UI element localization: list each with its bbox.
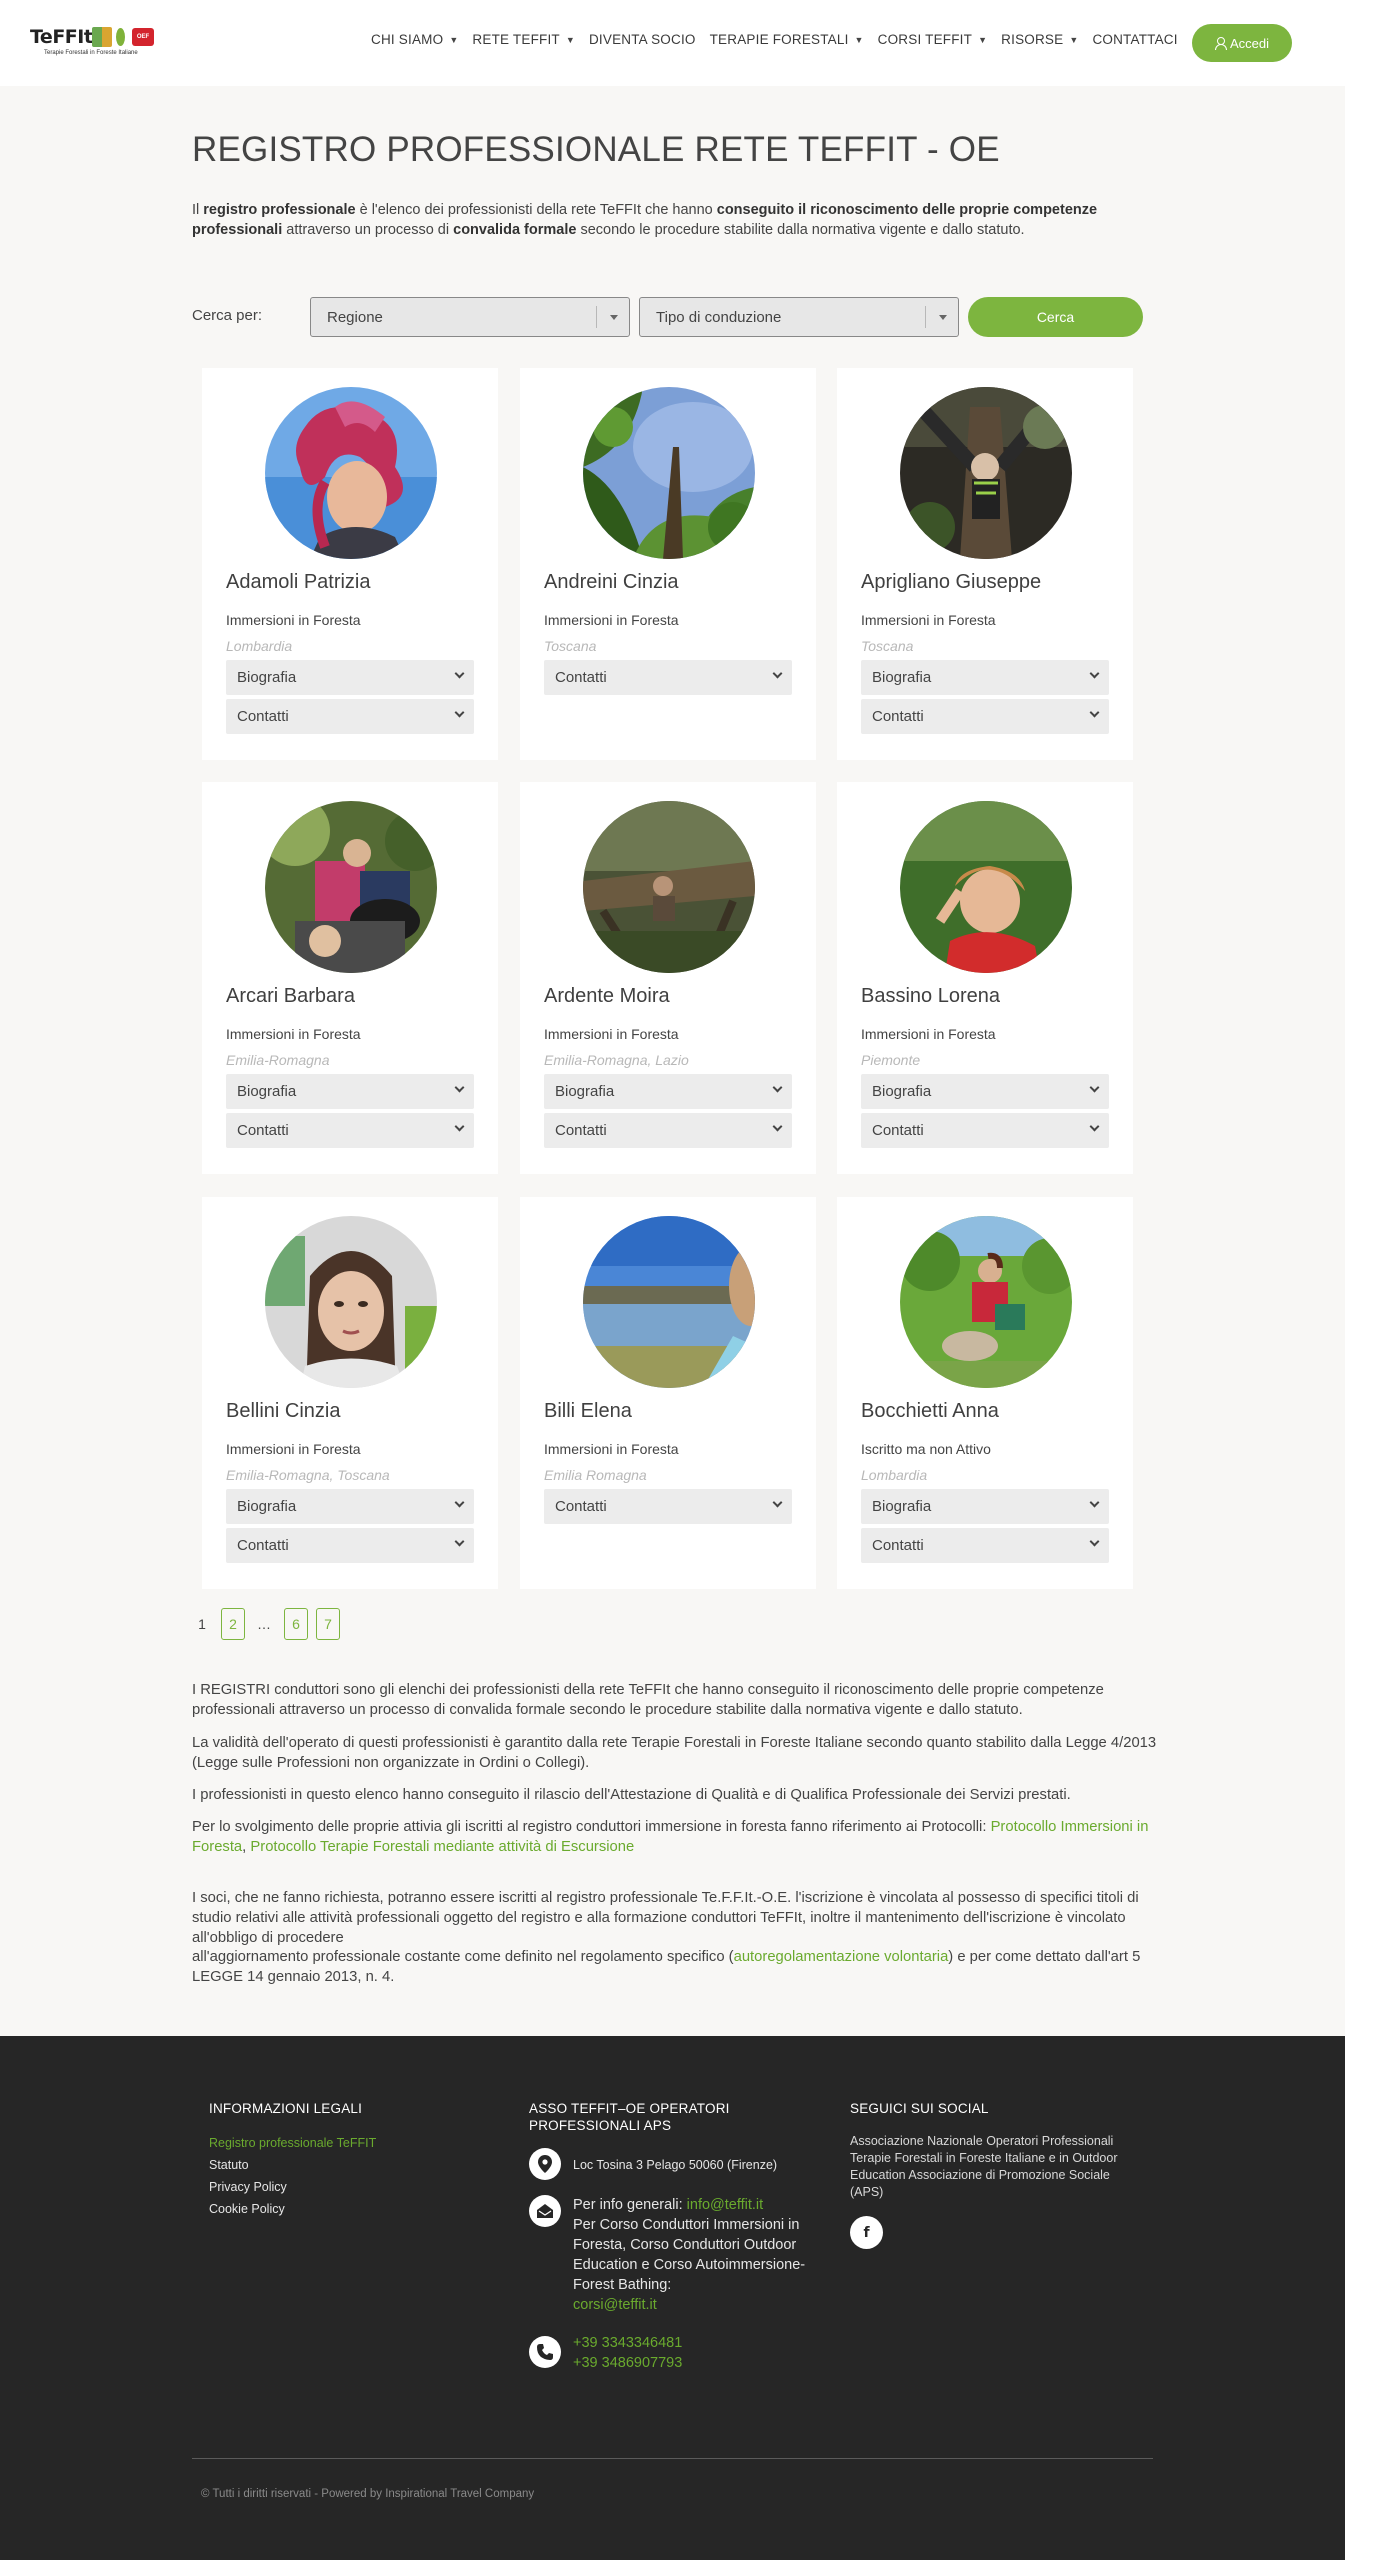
professional-card	[520, 368, 816, 760]
professional-card	[202, 368, 498, 760]
chevron-down-icon	[455, 708, 465, 718]
accordion-label: Contatti	[872, 708, 924, 725]
intro-paragraph	[192, 200, 1162, 240]
accordion-label: Contatti	[237, 1122, 289, 1139]
professional-region: Toscana	[544, 638, 597, 654]
professional-region: Emilia Romagna	[544, 1467, 647, 1483]
footer-link[interactable]: Statuto	[209, 2158, 249, 2172]
chevron-down-icon	[773, 1083, 783, 1093]
photo-woman-in-grass	[900, 801, 1072, 973]
accordion-label: Contatti	[872, 1122, 924, 1139]
site-logo[interactable]	[30, 26, 160, 60]
professional-role: Immersioni in Foresta	[544, 1441, 679, 1457]
professional-photo	[583, 801, 755, 973]
accordion-label: Biografia	[237, 669, 297, 686]
accordion-label: Biografia	[237, 1083, 297, 1100]
professional-role: Immersioni in Foresta	[544, 1026, 679, 1042]
professional-card	[520, 1197, 816, 1589]
photo-hikers-with-dog	[265, 801, 437, 973]
intro-text: secondo le procedure stabilite dalla normativa vigente e dallo statuto.	[576, 222, 1025, 238]
info-paragraph-regulation	[192, 1947, 1162, 1987]
accordion-label: Contatti	[872, 1537, 924, 1554]
leaf-icon	[116, 28, 125, 46]
professional-photo	[265, 801, 437, 973]
nav-chi-siamo[interactable]	[371, 32, 458, 47]
professional-card	[520, 782, 816, 1174]
footer-info-line	[573, 2195, 818, 2215]
professional-name: Billi Elena	[544, 1400, 632, 1422]
photo-woman-with-dog-meadow	[900, 1216, 1072, 1388]
professional-role: Iscritto ma non Attivo	[861, 1441, 991, 1457]
professional-name: Bocchietti Anna	[861, 1400, 999, 1422]
info-paragraph-protocols	[192, 1817, 1162, 1857]
chevron-down-icon	[1090, 669, 1100, 679]
footer-legal-heading: INFORMAZIONI LEGALI	[209, 2101, 363, 2116]
chevron-down-icon	[773, 1122, 783, 1132]
contacts-accordion[interactable]	[861, 1528, 1109, 1563]
footer-address: Loc Tosina 3 Pelago 50060 (Firenze)	[573, 2158, 778, 2172]
bio-accordion[interactable]	[226, 660, 474, 695]
professional-region: Lombardia	[226, 638, 293, 654]
professional-card	[837, 1197, 1133, 1589]
info-email-link[interactable]: info@teffit.it	[686, 2197, 764, 2213]
envelope-glyph	[537, 2204, 553, 2218]
intro-text: Il	[192, 202, 204, 218]
intro-bold: registro professionale	[203, 202, 356, 218]
info-paragraph: La validità dell'operato di questi professionisti è garantito dalla rete Terapie Forestali in Foreste Italiane secondo quanto stabilito dalla Legge 4/2013 (Legge sulle Professioni non organizzate in Ordini o Collegi).	[192, 1735, 1157, 1771]
contacts-accordion[interactable]	[226, 1528, 474, 1563]
phone-glyph	[537, 2344, 553, 2360]
info-text: ) e per come dettato dall'art 5 LEGGE 14 gennaio 2013, n. 4.	[192, 1949, 1141, 1985]
professional-photo	[900, 801, 1072, 973]
professional-photo	[900, 1216, 1072, 1388]
photo-woman-fallen-tree	[583, 801, 755, 973]
professional-card	[202, 782, 498, 1174]
contacts-accordion[interactable]	[544, 1113, 792, 1148]
contacts-accordion[interactable]	[544, 660, 792, 695]
footer-divider	[192, 2458, 1153, 2459]
professional-region: Lombardia	[861, 1467, 928, 1483]
chevron-down-icon: ▼	[1069, 34, 1079, 45]
info-paragraph: I professionisti in questo elenco hanno conseguito il rilascio dell'Attestazione di Qualità e di Qualifica Professionale dei Servizi prestati.	[192, 1787, 1071, 1803]
nav-contattaci[interactable]	[1092, 32, 1177, 47]
conduction-type-select[interactable]	[639, 297, 959, 337]
professional-region: Piemonte	[861, 1052, 921, 1068]
main-nav	[371, 32, 1192, 47]
accordion-label: Biografia	[872, 1083, 932, 1100]
professional-card	[837, 782, 1133, 1174]
footer-social-text: Associazione Nazionale Operatori Professionali Terapie Forestali in Foreste Italiane e in Outdoor Education Associazione di Promozione Sociale (APS)	[850, 2134, 1118, 2199]
chevron-down-icon	[1090, 1537, 1100, 1547]
intro-text: è l'elenco dei professionisti della rete TeFFIt che hanno	[355, 202, 717, 218]
location-pin-glyph	[538, 2155, 552, 2173]
professional-photo	[900, 387, 1072, 559]
login-button[interactable]	[1192, 24, 1292, 62]
professional-name: Arcari Barbara	[226, 985, 355, 1007]
email-icon	[529, 2195, 561, 2227]
page-link[interactable]: 2	[221, 1608, 245, 1640]
protocol-link[interactable]: Protocollo Immersioni in Foresta	[192, 1819, 1149, 1855]
chevron-down-icon	[773, 1498, 783, 1508]
intro-bold: conseguito il riconoscimento delle proprie competenze professionali	[192, 202, 1098, 238]
info-text: all'aggiornamento professionale costante come definito nel regolamento specifico (	[192, 1949, 734, 1965]
region-select-value: Regione	[327, 308, 383, 326]
caret-down-icon	[610, 315, 618, 320]
nav-corsi-teffit[interactable]	[878, 32, 988, 47]
courses-email-link[interactable]: corsi@teffit.it	[573, 2297, 657, 2313]
professional-name: Andreini Cinzia	[544, 571, 679, 593]
page-edge	[1345, 0, 1373, 2560]
footer-link[interactable]: Cookie Policy	[209, 2202, 285, 2216]
professional-role: Immersioni in Foresta	[861, 612, 996, 628]
intro-text: attraverso un processo di	[282, 222, 454, 238]
professional-region: Emilia-Romagna, Toscana	[226, 1467, 390, 1483]
chevron-down-icon	[455, 1083, 465, 1093]
facebook-icon[interactable]: f	[850, 2216, 883, 2249]
login-label: Accedi	[1229, 35, 1270, 51]
page-ellipsis: …	[257, 1616, 271, 1632]
bio-accordion[interactable]	[861, 1489, 1109, 1524]
nav-label: RISORSE	[1001, 32, 1064, 47]
info-paragraph: I soci, che ne fanno richiesta, potranno essere iscritti al registro professionale Te.F.F.It.-O.E. l'iscrizione è vincolata al possesso di specifici titoli di studio relativi alle attività professionali oggetto del registro e alla formazione conduttori TeFFIt, inoltre il mantenimento dell'iscrizione è vincolato all'obbligo di procedere	[192, 1890, 1139, 1946]
info-text: Per lo svolgimento delle proprie attivia gli iscritti al registro conduttori immersione in foresta fanno riferimento ai Protocolli:	[192, 1819, 991, 1835]
location-pin-icon	[529, 2148, 561, 2180]
photo-lake-landscape	[583, 1216, 755, 1388]
chevron-down-icon	[773, 669, 783, 679]
logo-emblem-icon	[92, 27, 112, 47]
chevron-down-icon: ▼	[449, 34, 459, 45]
accordion-label: Contatti	[555, 669, 607, 686]
photo-woman-red-hair	[265, 387, 437, 559]
phone-icon	[529, 2336, 561, 2368]
professional-photo	[265, 1216, 437, 1388]
professional-name: Bassino Lorena	[861, 985, 1000, 1007]
protocol-link[interactable]: Protocollo Terapie Forestali mediante attività di Escursione	[250, 1839, 635, 1855]
professional-photo	[265, 387, 437, 559]
select-divider	[925, 306, 926, 328]
footer-link[interactable]: Registro professionale TeFFIT	[209, 2136, 377, 2150]
footer-link[interactable]: Privacy Policy	[209, 2180, 287, 2194]
select-divider	[596, 306, 597, 328]
contacts-accordion[interactable]	[861, 1113, 1109, 1148]
professional-card	[837, 368, 1133, 760]
footer-org-heading: ASSO TEFFIT–OE OPERATORI PROFESSIONALI APS	[529, 2101, 730, 2133]
chevron-down-icon	[455, 1498, 465, 1508]
contacts-accordion[interactable]	[861, 699, 1109, 734]
professional-photo	[583, 1216, 755, 1388]
footer-copyright: © Tutti i diritti riservati - Powered by Inspirational Travel Company	[201, 2488, 535, 2500]
logo-subtitle: Terapie Forestali in Foreste Italiane	[44, 50, 138, 56]
logo-badge: OEF	[132, 28, 154, 46]
professional-region: Emilia-Romagna, Lazio	[544, 1052, 689, 1068]
professional-photo	[583, 387, 755, 559]
footer-social-heading: SEGUICI SUI SOCIAL	[850, 2101, 989, 2116]
bio-accordion[interactable]	[861, 660, 1109, 695]
chevron-down-icon: ▼	[978, 34, 988, 45]
footer-contacts-block	[573, 2195, 818, 2315]
accordion-label: Biografia	[872, 669, 932, 686]
contacts-accordion[interactable]	[226, 1113, 474, 1148]
nav-terapie-forestali[interactable]	[710, 32, 864, 47]
chevron-down-icon: ▼	[565, 34, 575, 45]
accordion-label: Biografia	[237, 1498, 297, 1515]
search-button[interactable]: Cerca	[968, 297, 1143, 337]
bio-accordion[interactable]	[861, 1074, 1109, 1109]
accordion-label: Contatti	[237, 1537, 289, 1554]
nav-label: RETE TEFFIT	[472, 32, 560, 47]
page-link[interactable]: 6	[284, 1608, 308, 1640]
contacts-accordion[interactable]	[226, 699, 474, 734]
info-paragraph: I REGISTRI conduttori sono gli elenchi dei professionisti della rete TeFFIt che hanno conseguito il riconoscimento delle proprie competenze professionali attraverso un processo di convalida formale secondo le procedure stabilite dalla normativa vigente e dallo statuto.	[192, 1682, 1104, 1718]
accordion-label: Biografia	[872, 1498, 932, 1515]
chevron-down-icon: ▼	[854, 34, 864, 45]
phone-link[interactable]: +39 3486907793	[573, 2355, 683, 2371]
professional-role: Immersioni in Foresta	[544, 612, 679, 628]
photo-woman-portrait	[265, 1216, 437, 1388]
region-select[interactable]	[310, 297, 630, 337]
professional-name: Ardente Moira	[544, 985, 670, 1007]
info-text: ,	[242, 1839, 251, 1855]
chevron-down-icon	[1090, 1083, 1100, 1093]
conduction-type-select-value: Tipo di conduzione	[656, 308, 782, 326]
chevron-down-icon	[455, 1122, 465, 1132]
nav-label: CONTATTACI	[1092, 32, 1178, 47]
chevron-down-icon	[455, 669, 465, 679]
logo-text: TeFFIt	[30, 26, 93, 48]
user-icon	[1215, 37, 1225, 49]
accordion-label: Contatti	[555, 1498, 607, 1515]
professional-card	[202, 1197, 498, 1589]
bio-accordion[interactable]	[226, 1074, 474, 1109]
site-header	[0, 0, 1345, 86]
accordion-label: Contatti	[237, 708, 289, 725]
chevron-down-icon	[455, 1537, 465, 1547]
page-link[interactable]: 7	[316, 1608, 340, 1640]
professional-name: Bellini Cinzia	[226, 1400, 341, 1422]
nav-rete-teffit[interactable]	[472, 32, 575, 47]
nav-diventa-socio[interactable]	[589, 32, 696, 47]
accordion-label: Biografia	[555, 1083, 615, 1100]
search-label: Cerca per:	[192, 307, 263, 324]
bio-accordion[interactable]	[226, 1489, 474, 1524]
professional-role: Immersioni in Foresta	[226, 1026, 361, 1042]
nav-label: TERAPIE FORESTALI	[709, 32, 849, 47]
footer-phones	[573, 2333, 818, 2373]
professional-region: Emilia-Romagna	[226, 1052, 330, 1068]
chevron-down-icon	[1090, 1122, 1100, 1132]
chevron-down-icon	[1090, 708, 1100, 718]
photo-man-in-tree	[900, 387, 1072, 559]
professional-role: Immersioni in Foresta	[226, 1441, 361, 1457]
nav-label: CORSI TEFFIT	[877, 32, 973, 47]
intro-bold: convalida formale	[453, 222, 577, 238]
chevron-down-icon	[1090, 1498, 1100, 1508]
regulation-link[interactable]: autoregolamentazione volontaria	[733, 1949, 949, 1965]
footer-info-prefix: Per info generali:	[573, 2197, 687, 2213]
footer-courses-text: Per Corso Conduttori Immersioni in Foresta, Corso Conduttori Outdoor Education e Corso Autoimmersione- Forest Bathing:	[573, 2217, 806, 2293]
nav-risorse[interactable]	[1001, 32, 1078, 47]
professional-name: Aprigliano Giuseppe	[861, 571, 1042, 593]
professional-name: Adamoli Patrizia	[226, 571, 371, 593]
professional-role: Immersioni in Foresta	[226, 612, 361, 628]
professional-region: Toscana	[861, 638, 914, 654]
accordion-label: Contatti	[555, 1122, 607, 1139]
bio-accordion[interactable]	[544, 1074, 792, 1109]
page-current: 1	[198, 1616, 206, 1632]
nav-label: CHI SIAMO	[371, 32, 444, 47]
page-title: REGISTRO PROFESSIONALE RETE TEFFIT - OE	[192, 130, 1000, 169]
contacts-accordion[interactable]	[544, 1489, 792, 1524]
caret-down-icon	[939, 315, 947, 320]
professional-role: Immersioni in Foresta	[861, 1026, 996, 1042]
nav-label: DIVENTA SOCIO	[588, 32, 696, 47]
phone-link[interactable]: +39 3343346481	[573, 2335, 683, 2351]
photo-forest-canopy	[583, 387, 755, 559]
